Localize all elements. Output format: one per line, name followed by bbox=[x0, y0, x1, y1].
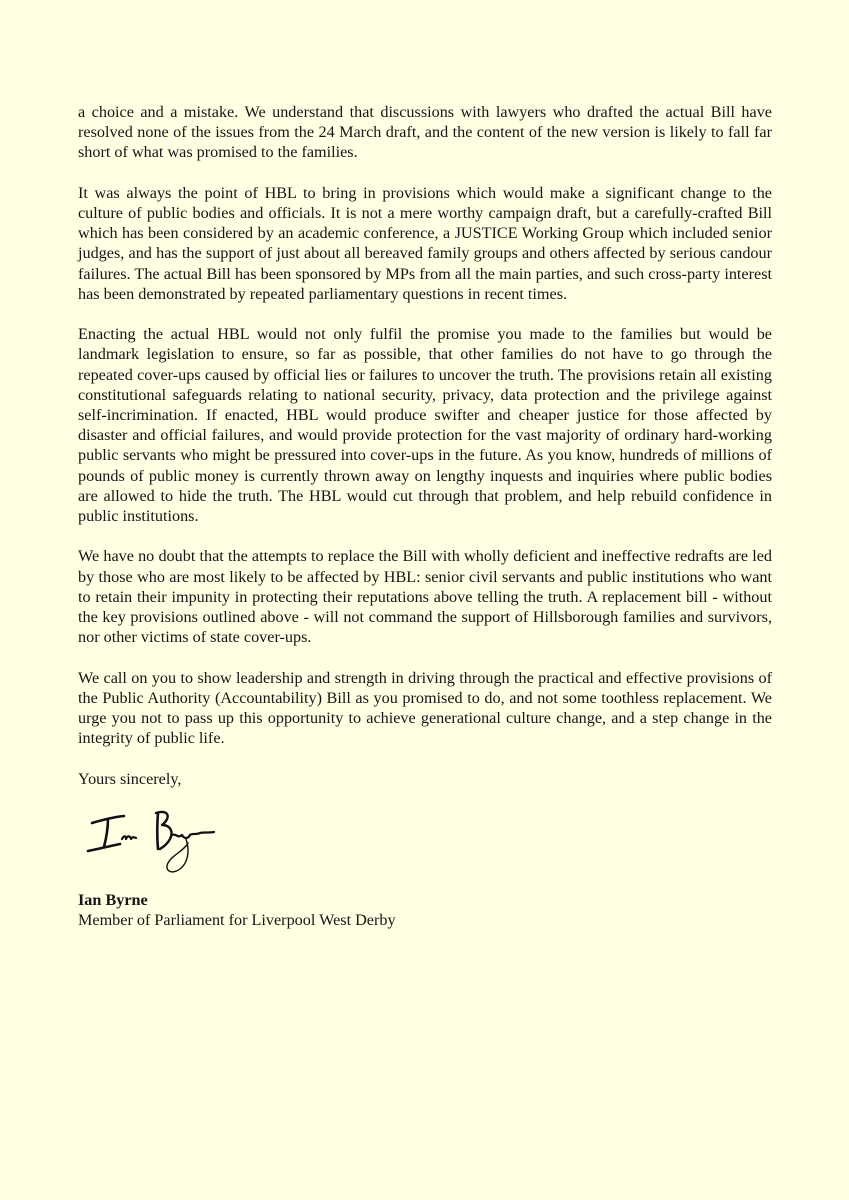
letter-page bbox=[78, 102, 772, 930]
signer-title: Member of Parliament for Liverpool West Derby bbox=[78, 911, 396, 930]
letter-paragraph-4: We have no doubt that the attempts to replace the Bill with wholly deficient and ineffective redrafts are led by those who are most likely to be affected by HBL: senior civil servants and public institutions who want to retain their impunity in protecting their reputations above telling the truth. A replacement bill - without the key provisions outlined above - will not command the support of Hillsborough families and survivors, nor other victims of state cover-ups. bbox=[78, 547, 772, 647]
letter-paragraph-2: It was always the point of HBL to bring in provisions which would make a significant change to the culture of public bodies and officials. It is not a mere worthy campaign draft, but a carefully-crafted Bill which has been considered by an academic conference, a JUSTICE Working Group which included senior judges, and has the support of just about all bereaved family groups and others affected by serious candour failures. The actual Bill has been sponsored by MPs from all the main parties, and such cross-party interest has been demonstrated by repeated parliamentary questions in recent times. bbox=[78, 183, 772, 303]
letter-paragraph-1: a choice and a mistake. We understand that discussions with lawyers who drafted the actual Bill have resolved none of the issues from the 24 March draft, and the content of the new version is likely to fall far short of what was promised to the families. bbox=[78, 103, 772, 162]
signature-icon bbox=[84, 803, 284, 888]
letter-paragraph-5: We call on you to show leadership and strength in driving through the practical and effective provisions of the Public Authority (Accountability) Bill as you promised to do, and not some toothless replacement. We urge you not to pass up this opportunity to achieve generational culture change, and a step change in the integrity of public life. bbox=[78, 668, 772, 748]
signer-name: Ian Byrne bbox=[78, 890, 148, 909]
closing-salutation: Yours sincerely, bbox=[78, 769, 182, 788]
letter-paragraph-3: Enacting the actual HBL would not only fulfil the promise you made to the families but would be landmark legislation to ensure, so far as possible, that other families do not have to go through the repeated cover-ups caused by official lies or failures to uncover the truth. The provisions retain all existing constitutional safeguards relating to national security, privacy, data protection and the privilege against self-incrimination. If enacted, HBL would produce swifter and cheaper justice for those affected by disaster and official failures, and would provide protection for the vast majority of ordinary hard-working public servants who might be pressured into cover-ups in the future. As you know, hundreds of millions of pounds of public money is currently thrown away on lengthy inquests and inquiries where public bodies are allowed to hide the truth. The HBL would cut through that problem, and help rebuild confidence in public institutions. bbox=[78, 325, 772, 526]
